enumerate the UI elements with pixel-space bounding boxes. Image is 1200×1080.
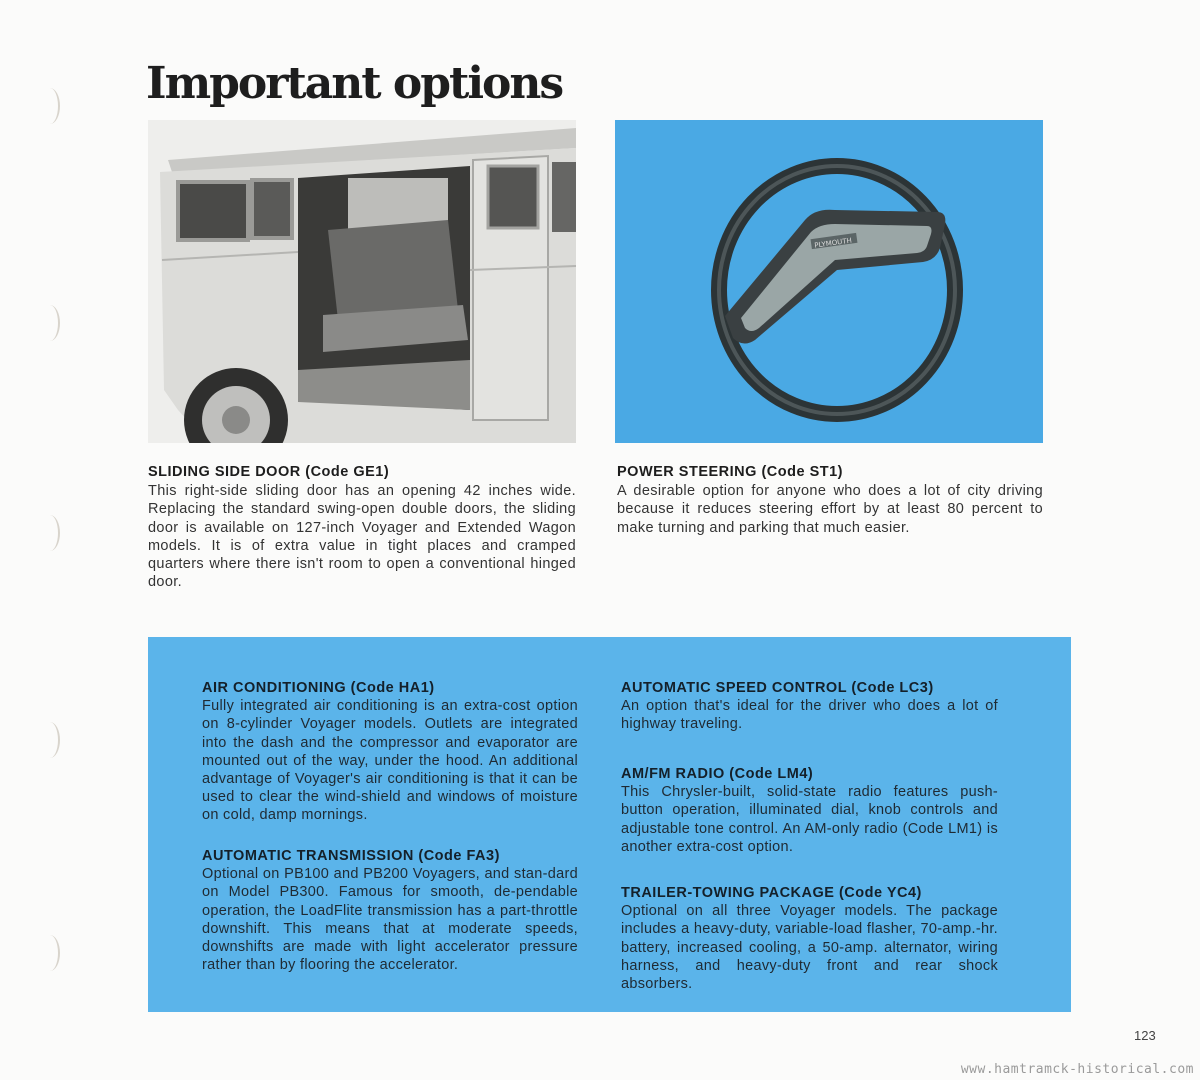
option-body: A desirable option for anyone who does a lot of city driving because it reduces steering effort by at least 80 percent to make turning and parking that much easier. <box>617 483 1043 536</box>
wheel-badge-text: PLYMOUTH <box>813 236 853 250</box>
option-heading: AM/FM RADIO (Code LM4) <box>621 766 814 782</box>
option-heading: AIR CONDITIONING (Code HA1) <box>202 680 435 696</box>
option-body: An option that's ideal for the driver who does a lot of highway traveling. <box>621 698 998 733</box>
option-heading: AUTOMATIC TRANSMISSION (Code FA3) <box>202 848 500 864</box>
binder-mark <box>40 88 60 124</box>
trailer-towing-option <box>621 884 998 993</box>
binder-mark <box>40 305 60 341</box>
speed-control-option <box>621 679 998 734</box>
option-body: Fully integrated air conditioning is an extra-cost option on 8-cylinder Voyager models. Outlets are integrated into the dash and the compressor and evaporator are mounted out of the way, under the hood. An additional advantage of Voyager's air conditioning is that it can be used to clear the wind-shield and windows of moisture on cold, damp mornings. <box>202 698 578 824</box>
sliding-side-door-caption <box>148 463 576 591</box>
van-illustration <box>148 120 576 443</box>
air-conditioning-option <box>202 679 578 825</box>
option-body: This right-side sliding door has an opening 42 inches wide. Replacing the standard swing-open double doors, the sliding door is available on 127-inch Voyager and Extended Wagon models. It is of extra value in tight places and cramped quarters where there isn't room to open a conventional hinged door. <box>148 483 576 591</box>
power-steering-caption <box>617 463 1043 537</box>
page-title: Important options <box>146 58 563 109</box>
automatic-transmission-option <box>202 847 578 974</box>
am-fm-radio-option <box>621 765 998 856</box>
binder-mark <box>40 722 60 758</box>
option-heading: AUTOMATIC SPEED CONTROL (Code LC3) <box>621 680 934 696</box>
sliding-door-van-photo <box>148 120 576 443</box>
watermark: www.hamtramck-historical.com <box>960 1062 1194 1077</box>
option-heading: POWER STEERING (Code ST1) <box>617 464 843 480</box>
steering-wheel-photo <box>615 120 1043 443</box>
option-body: Optional on all three Voyager models. The package includes a heavy-duty, variable-load flasher, 70-amp.-hr. battery, increased cooling, a 50-amp. alternator, wiring harness, and heavy-duty front and rear shock absorbers. <box>621 903 998 993</box>
binder-mark <box>40 935 60 971</box>
page-number: 123 <box>1134 1028 1156 1043</box>
binder-mark <box>40 515 60 551</box>
option-heading: TRAILER-TOWING PACKAGE (Code YC4) <box>621 885 922 901</box>
option-heading: SLIDING SIDE DOOR (Code GE1) <box>148 464 390 480</box>
option-body: Optional on PB100 and PB200 Voyagers, and stan-dard on Model PB300. Famous for smooth, de-pendable operation, the LoadFlite transmission has a part-throttle downshift. This means that at moderate speeds, downshifts are made with light accelerator pressure rather than by flooring the accelerator. <box>202 866 578 974</box>
steering-wheel-icon <box>615 120 1043 443</box>
option-body: This Chrysler-built, solid-state radio features push-button operation, illuminated dial, knob controls and adjustable tone control. An AM-only radio (Code LM1) is another extra-cost option. <box>621 784 998 855</box>
